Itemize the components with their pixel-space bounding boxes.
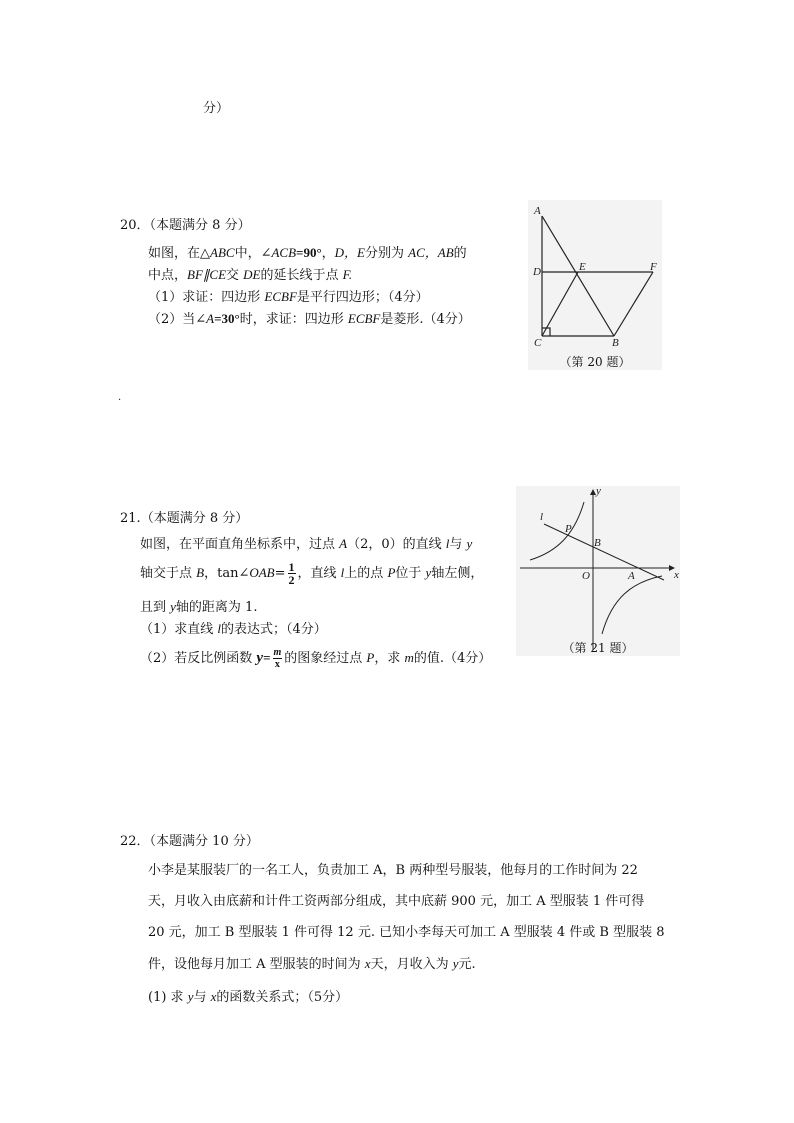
text: （1）求直线 xyxy=(140,622,218,637)
var-de: DE xyxy=(243,267,261,282)
var-l: l xyxy=(445,536,450,551)
text: （2，0）的直线 xyxy=(347,537,446,552)
hyperbola-branch-right xyxy=(602,576,662,634)
figure-20-caption: （第 20 题） xyxy=(559,355,631,369)
label-c: C xyxy=(534,337,542,349)
text: （1）求证：四边形 xyxy=(148,290,265,305)
var-p: P xyxy=(366,650,375,665)
text: 中点， xyxy=(148,268,188,283)
text: 元. xyxy=(458,957,476,972)
var-abc: ABC xyxy=(210,245,235,260)
q20-score: （本题满分 8 分） xyxy=(149,218,251,233)
label-b: B xyxy=(612,337,619,349)
text: 中，∠ xyxy=(234,246,272,261)
figure-20 xyxy=(528,200,662,370)
var-y: y xyxy=(256,650,264,666)
hyperbola-branch-left xyxy=(530,502,584,560)
q22-score: （本题满分 10 分） xyxy=(149,834,259,849)
fraction-numerator: 1 xyxy=(288,560,295,574)
var-x: x xyxy=(210,989,217,1004)
q22-line-3: 20 元，加工 B 型服装 1 件可得 12 元. 已知小李每天可加工 A 型服装 4 件或 B 型服装 8 xyxy=(148,925,665,940)
text: 分别为 xyxy=(365,246,409,261)
text: （2）若反比例函数 xyxy=(140,651,257,666)
text: （2）当∠ xyxy=(148,312,207,327)
angle-30: =30° xyxy=(214,311,240,326)
var-b: B xyxy=(196,565,205,580)
text: 天，月收入为 xyxy=(370,957,453,972)
q21-heading xyxy=(120,508,248,530)
var-x: x xyxy=(364,956,371,971)
label-y: y xyxy=(596,486,601,497)
text: 上的点 xyxy=(344,566,388,581)
var-acb: ACB xyxy=(271,245,297,260)
text: 轴交于点 xyxy=(140,566,197,581)
figure-20-diagram xyxy=(528,200,662,370)
figure-21-caption: （第 21 题） xyxy=(562,641,634,655)
q22-line-2: 天，月收入由底薪和计件工资两部分组成，其中底薪 900 元，加工 A 型服装 1 件可得 xyxy=(148,894,645,909)
text: 时，求证：四边形 xyxy=(239,312,348,327)
text: 与 xyxy=(449,537,467,552)
text: 交 xyxy=(226,268,244,283)
q21-line-3 xyxy=(140,596,257,619)
text: 轴左侧， xyxy=(431,566,484,581)
label-f: F xyxy=(650,261,657,273)
angle-90: =90° xyxy=(296,245,322,260)
label-e: E xyxy=(579,261,586,273)
fraction-denominator: 2 xyxy=(288,573,295,587)
text: 且到 xyxy=(140,600,171,615)
q22-line-1: 小李是某服装厂的一名工人，负责加工 A，B 两种型号服装，他每月的工作时间为 22 xyxy=(148,863,638,878)
fraction-denominator: x xyxy=(274,659,280,670)
text: = xyxy=(274,566,286,581)
q20-line-1 xyxy=(148,242,467,265)
fraction-m-over-x xyxy=(273,647,283,670)
var-a: A xyxy=(339,536,348,551)
segment-ce xyxy=(542,272,578,336)
var-a: A xyxy=(206,311,215,326)
var-p: P xyxy=(387,565,396,580)
label-b: B xyxy=(594,537,601,549)
text: ，求 xyxy=(374,651,405,666)
var-bf-ce: BF∥CE xyxy=(187,267,227,282)
q21-line-1 xyxy=(140,533,472,556)
continued-fragment: 分） xyxy=(203,101,230,116)
text: = xyxy=(263,650,271,665)
line-l xyxy=(544,524,664,580)
label-p: P xyxy=(565,523,572,535)
text: ，tan∠ xyxy=(204,566,250,581)
q20-line-2 xyxy=(148,264,352,287)
q22-heading xyxy=(120,832,259,852)
text: 如图，在平面直角坐标系中，过点 xyxy=(140,537,340,552)
label-o: O xyxy=(582,570,590,582)
var-ac-ab: AC，AB xyxy=(408,245,454,260)
var-l: l xyxy=(340,565,345,580)
text: 是平行四边形；（4分） xyxy=(296,290,429,305)
label-d: D xyxy=(533,266,541,278)
var-y: y xyxy=(466,536,473,551)
stray-mark: . xyxy=(118,392,122,403)
q20-part-2 xyxy=(148,308,471,331)
var-y: y xyxy=(452,956,459,971)
text: 的延长线于点 xyxy=(260,268,343,283)
q22-line-4 xyxy=(148,948,476,980)
q20-part-1 xyxy=(148,286,429,309)
segment-bf xyxy=(614,272,653,336)
text: 件，设他每月加工 A 型服装的时间为 xyxy=(148,957,365,972)
text: 的表达式；（4分） xyxy=(221,622,327,637)
q21-line-2 xyxy=(140,560,483,587)
text: (1) 求 xyxy=(148,990,188,1005)
var-ecbf: ECBF xyxy=(347,311,381,326)
q21-part-2 xyxy=(140,645,491,672)
q22-part-1 xyxy=(148,981,348,1013)
var-y: y xyxy=(425,565,432,580)
text: 与 xyxy=(193,990,211,1005)
var-y: y xyxy=(187,989,194,1004)
q20-heading xyxy=(120,215,251,237)
q22-number: 22． xyxy=(120,834,150,849)
label-x: x xyxy=(674,569,679,581)
text: 位于 xyxy=(395,566,426,581)
figure-21 xyxy=(516,486,680,656)
var-f: F. xyxy=(342,267,353,282)
var-y: y xyxy=(170,599,176,614)
text: 的 xyxy=(453,246,467,261)
text: 的图象经过点 xyxy=(284,651,367,666)
q21-score: （本题满分 8 分） xyxy=(140,511,249,526)
text: ， xyxy=(321,246,335,261)
var-ecbf: ECBF xyxy=(264,289,297,304)
text: 是菱形.（4分） xyxy=(380,312,471,327)
text: 如图，在△ xyxy=(148,246,210,261)
label-l: l xyxy=(540,511,544,523)
var-l: l xyxy=(217,621,222,636)
q21-part-1 xyxy=(140,618,327,641)
q20-number: 20． xyxy=(120,218,150,233)
text: ，直线 xyxy=(297,566,341,581)
var-m: m xyxy=(404,650,414,665)
q21-number: 21. xyxy=(120,511,141,526)
figure-21-diagram xyxy=(516,486,680,656)
text: 轴的距离为 1. xyxy=(175,600,258,615)
label-a: A xyxy=(534,205,541,217)
label-a: A xyxy=(628,570,635,582)
var-oab: OAB xyxy=(249,565,275,580)
text: 的值.（4分） xyxy=(413,651,492,666)
text: 的函数关系式；（5分） xyxy=(216,990,349,1005)
var-d-e: D，E xyxy=(334,245,365,260)
fraction-numerator: m xyxy=(273,647,282,658)
fraction-one-half xyxy=(288,561,296,586)
